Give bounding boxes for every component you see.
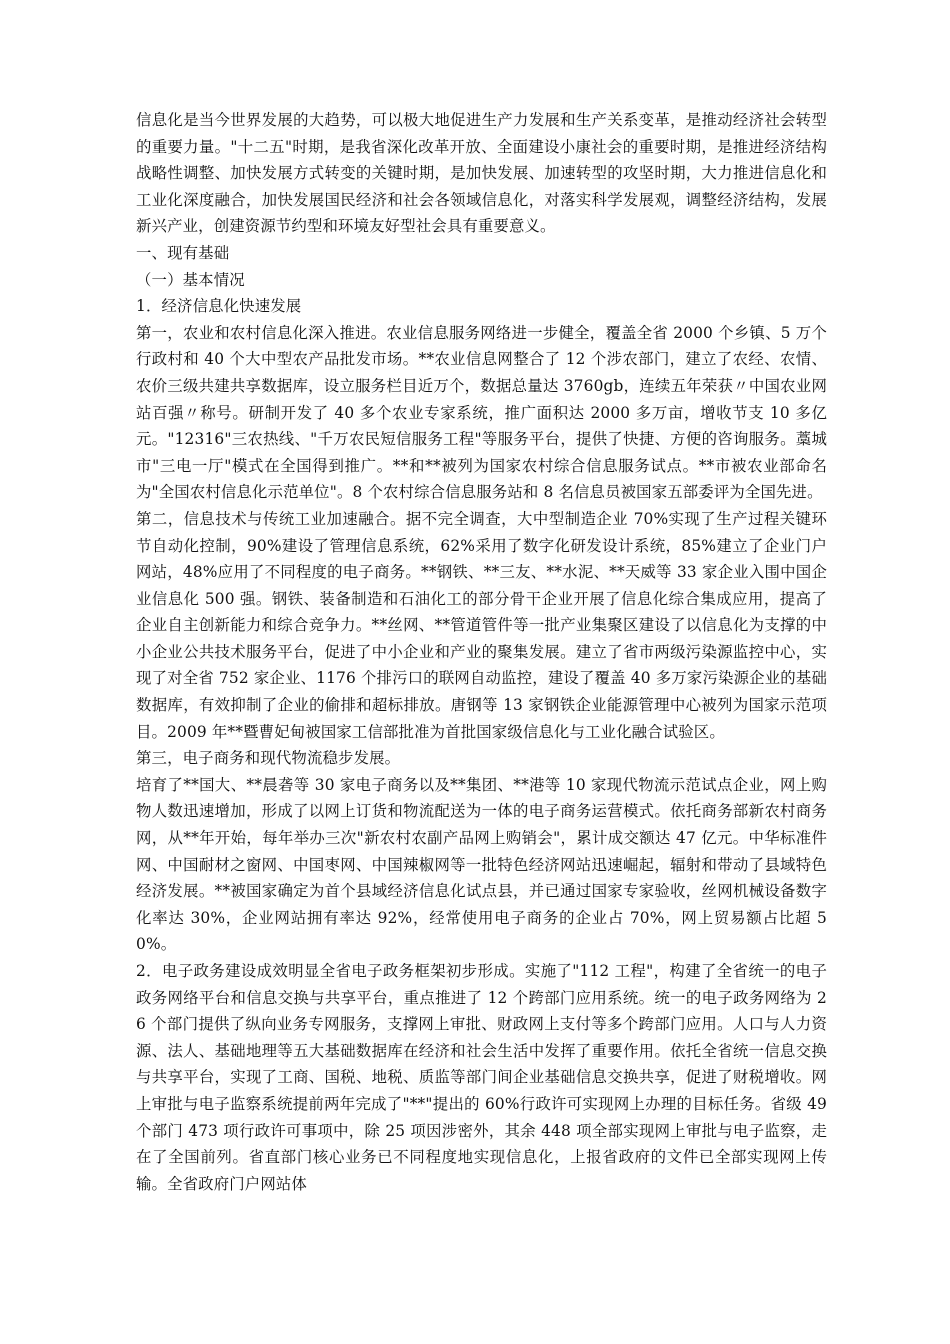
paragraph-ecommerce: 培育了**国大、**晨砻等 30 家电子商务以及**集团、**港等 10 家现代物流示范试点企业，网上购物人数迅速增加，形成了以网上订货和物流配送为一体的电子商务运营模式。依托商务部新农村商务网，从**年开始，每年举办三次"新农村农副产品网上购销会"，累计成交额达 47 亿元。中华标准件网、中国耐材之窗网、中国枣网、中国辣椒网等一批特色经济网站迅速崛起，辐射和带动了县域特色经济发展。**被国家确定为首个县域经济信息化试点县，并已通过国家专家验收，丝网机械设备数字化率达 30%，企业网站拥有率达 92%，经常使用电子商务的企业占 70%，网上贸易额占比超 50%。	[136, 775, 827, 954]
paragraph-e-government: 2．电子政务建设成效明显全省电子政务框架初步形成。实施了"112 工程"，构建了全省统一的电子政务网络平台和信息交换与共享平台，重点推进了 12 个跨部门应用系统。统一的电子政务网络为 26 个部门提供了纵向业务专网服务，支撑网上审批、财政网上支付等多个跨部门应用。人口与人力资源、法人、基础地理等五大基础数据库在经济和社会生活中发挥了重要作用。依托全省统一信息交换与共享平台，实现了工商、国税、地税、质监等部门间企业基础信息交换共享，促进了财税增收。网上审批与电子监察系统提前两年完成了"**"提出的 60%行政许可实现网上办理的目标任务。省级 49 个部门 473 项行政许可事项中，除 25 项因涉密外，其余 448 项全部实现网上审批与电子监察，走在了全国前列。省直部门核心业务已不同程度地实现信息化，上报省政府的文件已全部实现网上传输。全省政府门户网站体	[136, 962, 827, 1193]
paragraph-industry: 第二，信息技术与传统工业加速融合。据不完全调查，大中型制造企业 70%实现了生产过程关键环节自动化控制，90%建设了管理信息系统，62%采用了数字化研发设计系统，85%建立了企业门户网站，48%应用了不同程度的电子商务。**钢铁、**三友、**水泥、**天威等 33 家企业入围中国企业信息化 500 强。钢铁、装备制造和石油化工的部分骨干企业开展了信息化综合集成应用，提高了企业自主创新能力和综合竞争力。**丝网、**管道管件等一批产业集聚区建设了以信息化为支撑的中小企业公共技术服务平台，促进了中小企业和产业的聚集发展。建立了省市两级污染源监控中心，实现了对全省 752 家企业、1176 个排污口的联网自动监控，建设了覆盖 40 多万家污染源企业的基础数据库，有效抑制了企业的偷排和超标排放。唐钢等 13 家钢铁企业能源管理中心被列为国家示范项目。2009 年**暨曹妃甸被国家工信部批准为首批国家级信息化与工业化融合试验区。	[136, 509, 827, 741]
section-heading-existing-basis: 一、现有基础	[136, 243, 230, 262]
intro-paragraph: 信息化是当今世界发展的大趋势，可以极大地促进生产力发展和生产关系变革，是推动经济社会转型的重要力量。"十二五"时期，是我省深化改革开放、全面建设小康社会的重要时期，是推进经济结构战略性调整、加快发展方式转变的关键时期，是加快发展、加速转型的攻坚时期，大力推进信息化和工业化深度融合，加快发展国民经济和社会各领域信息化，对落实科学发展观，调整经济结构，发展新兴产业，创建资源节约型和环境友好型社会具有重要意义。	[136, 111, 827, 236]
item-heading-economic-informatization: 1．经济信息化快速发展	[136, 297, 302, 316]
paragraph-ecommerce-heading: 第三，电子商务和现代物流稳步发展。	[136, 749, 401, 768]
paragraph-agriculture: 第一，农业和农村信息化深入推进。农业信息服务网络进一步健全，覆盖全省 2000 个乡镇、5 万个行政村和 40 个大中型农产品批发市场。**农业信息网整合了 12 个涉农部门，建立了农经、农情、农价三级共建共享数据库，设立服务栏目近万个，数据总量达 3760gb，连续五年荣获〃中国农业网站百强〃称号。研制开发了 40 多个农业专家系统，推广面积达 2000 多万亩，增收节支 10 多亿元。"12316"三农热线、"千万农民短信服务工程"等服务平台，提供了快捷、方便的咨询服务。藁城市"三电一厅"模式在全国得到推广。**和**被列为国家农村综合信息服务试点。**市被农业部命名为"全国农村信息化示范单位"。8 个农村综合信息服务站和 8 名信息员被国家五部委评为全国先进。	[136, 323, 827, 502]
subsection-heading-basic-situation: （一）基本情况	[136, 270, 245, 289]
document-body	[136, 107, 827, 1197]
